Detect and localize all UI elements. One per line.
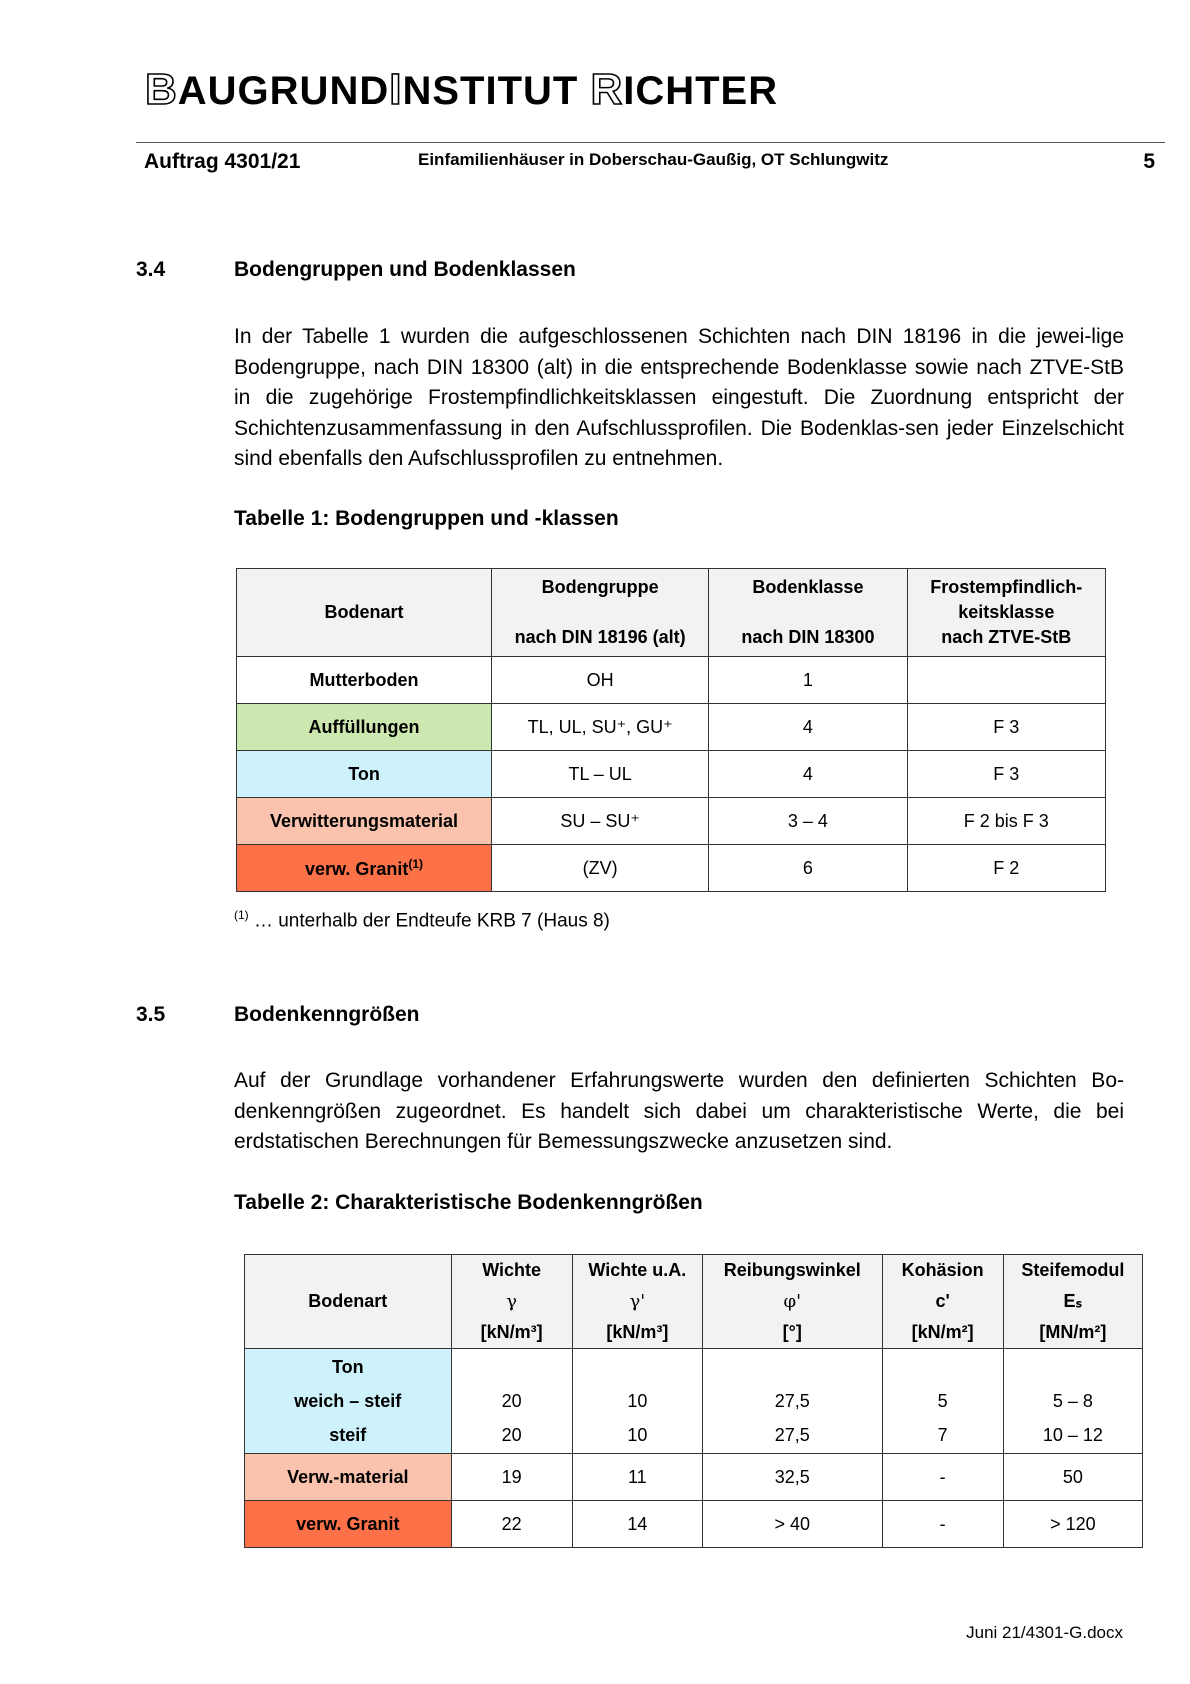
- value: 5: [937, 1391, 948, 1411]
- header-divider: [136, 142, 1165, 143]
- cell-wichte: 22: [451, 1501, 572, 1548]
- logo-initial-i: I: [389, 65, 403, 114]
- value: 20: [501, 1391, 522, 1411]
- cell-bodenart-text: verw. Granit: [304, 858, 409, 879]
- logo-word-1: AUGRUND: [177, 69, 390, 113]
- table-2-caption: Tabelle 2: Charakteristische Bodenkenngrößen: [234, 1191, 703, 1214]
- table-1-caption: Tabelle 1: Bodengruppen und -klassen: [234, 507, 619, 530]
- logo-word-2: NSTITUT: [402, 69, 579, 113]
- value: 20: [501, 1425, 522, 1445]
- col-header-bodengruppe: [492, 569, 709, 657]
- footnote-mark: (1): [234, 908, 249, 922]
- cell-reibung: [702, 1349, 882, 1454]
- header-text: Bodenklasse: [752, 577, 864, 597]
- cell-klasse: 3 – 4: [709, 798, 907, 845]
- cell-wichte-ua: 14: [572, 1501, 702, 1548]
- col-header-kohaesion: [882, 1255, 1003, 1349]
- cell-bodenart: [237, 845, 492, 892]
- cell-steife: > 120: [1003, 1501, 1142, 1548]
- cell-kohaesion: -: [882, 1454, 1003, 1501]
- col-header-reibungswinkel: [702, 1255, 882, 1349]
- page-number: 5: [1143, 150, 1155, 173]
- header-symbol: c': [935, 1291, 950, 1311]
- col-header-bodenart: [237, 569, 492, 657]
- ton-sub-2: steif: [329, 1425, 367, 1445]
- table-2-soil-parameters: [244, 1254, 1143, 1548]
- header-text: Bodenart: [324, 602, 404, 622]
- cell-klasse: 4: [709, 751, 907, 798]
- cell-reibung: 32,5: [702, 1454, 882, 1501]
- header-unit: [MN/m²]: [1039, 1322, 1107, 1342]
- cell-frost: F 3: [907, 751, 1105, 798]
- cell-steife: 50: [1003, 1454, 1142, 1501]
- cell-bodenart: Verwitterungsmaterial: [237, 798, 492, 845]
- header-symbol: γ: [506, 1291, 518, 1312]
- cell-frost: [907, 657, 1105, 704]
- col-header-bodenart: [245, 1255, 452, 1349]
- cell-klasse: 4: [709, 704, 907, 751]
- cell-wichte-ua: [572, 1349, 702, 1454]
- value: 10: [627, 1425, 648, 1445]
- section-3-4-paragraph: In der Tabelle 1 wurden die aufgeschlossenen Schichten nach DIN 18196 in die jewei-lige Bodengruppe, nach DIN 18300 (alt) in die entsprechende Bodenklasse sowie nach ZTVE-StB in die zugehörige Frostempfindlichkeitsklassen eingestuft. Die Zuordnung entspricht der Schichtenzusammenfassung in den Aufschlussprofilen. Die Bodenklas-sen jeder Einzelschicht sind ebenfalls den Aufschlussprofilen zu entnehmen.: [234, 325, 1124, 470]
- logo-initial-r: R: [590, 65, 624, 114]
- table-1-soil-groups: [236, 568, 1106, 892]
- table-row: [245, 1501, 1143, 1548]
- cell-frost: F 3: [907, 704, 1105, 751]
- cell-wichte: 19: [451, 1454, 572, 1501]
- header-text: Steifemodul: [1021, 1260, 1125, 1280]
- logo-word-3: ICHTER: [623, 69, 779, 113]
- cell-wichte-ua: 11: [572, 1454, 702, 1501]
- table-header-row: [245, 1255, 1143, 1349]
- section-3-4-number: 3.4: [136, 258, 166, 281]
- cell-frost: F 2: [907, 845, 1105, 892]
- cell-klasse: 1: [709, 657, 907, 704]
- cell-bodenart: [245, 1349, 452, 1454]
- header-symbol: φ': [783, 1291, 802, 1312]
- cell-gruppe: TL, UL, SU⁺, GU⁺: [492, 704, 709, 751]
- value: 10: [627, 1391, 648, 1411]
- table-header-row: [237, 569, 1106, 657]
- project-title: Einfamilienhäuser in Doberschau-Gaußig, OT Schlungwitz: [418, 150, 889, 169]
- table-row: [237, 845, 1106, 892]
- footnote-text: … unterhalb der Endteufe KRB 7 (Haus 8): [253, 910, 610, 932]
- company-logo: [145, 65, 779, 114]
- section-3-5-title: Bodenkenngrößen: [234, 1003, 420, 1026]
- footer-file-reference: Juni 21/4301-G.docx: [966, 1623, 1123, 1642]
- col-header-steifemodul: [1003, 1255, 1142, 1349]
- header-unit: [kN/m²]: [911, 1322, 974, 1342]
- value: 7: [937, 1425, 948, 1445]
- cell-bodenart: Mutterboden: [237, 657, 492, 704]
- header-text: Bodenart: [308, 1291, 388, 1311]
- table-row: [237, 751, 1106, 798]
- header-text: Bodengruppe: [541, 577, 659, 597]
- table-row: [237, 798, 1106, 845]
- header-symbol: Eₛ: [1063, 1291, 1083, 1311]
- cell-bodenart: verw. Granit: [245, 1501, 452, 1548]
- cell-frost: F 2 bis F 3: [907, 798, 1105, 845]
- cell-wichte: [451, 1349, 572, 1454]
- header-text: keitsklasse: [958, 602, 1055, 622]
- table-row: [245, 1454, 1143, 1501]
- cell-gruppe: TL – UL: [492, 751, 709, 798]
- cell-gruppe: (ZV): [492, 845, 709, 892]
- cell-gruppe: OH: [492, 657, 709, 704]
- header-text: nach DIN 18196 (alt): [514, 627, 686, 647]
- header-text: Wichte u.A.: [588, 1260, 687, 1280]
- section-3-5-number: 3.5: [136, 1003, 166, 1026]
- cell-bodenart: Auffüllungen: [237, 704, 492, 751]
- header-text: nach ZTVE-StB: [941, 627, 1072, 647]
- header-unit: [kN/m³]: [480, 1322, 543, 1342]
- section-3-5-paragraph: Auf der Grundlage vorhandener Erfahrungswerte wurden den definierten Schichten Bo-denkenngrößen zugeordnet. Es handelt sich dabei um charakteristische Werte, die bei erdstatischen Berechnungen für Bemessungszwecke anzusetzen sind.: [234, 1069, 1124, 1153]
- table-row: [237, 704, 1106, 751]
- header-text: Kohäsion: [901, 1260, 984, 1280]
- header-text: Frostempfindlich-: [930, 577, 1083, 597]
- ton-sub-1: weich – steif: [294, 1391, 402, 1411]
- col-header-frost: [907, 569, 1105, 657]
- cell-reibung: > 40: [702, 1501, 882, 1548]
- header-symbol: γ': [629, 1291, 646, 1312]
- cell-bodenart: Ton: [237, 751, 492, 798]
- cell-klasse: 6: [709, 845, 907, 892]
- header-text: nach DIN 18300: [741, 627, 875, 647]
- table-row: [237, 657, 1106, 704]
- header-unit: [°]: [782, 1322, 802, 1342]
- header-text: Reibungswinkel: [723, 1260, 861, 1280]
- value: 27,5: [774, 1425, 810, 1445]
- cell-gruppe: SU – SU⁺: [492, 798, 709, 845]
- header-text: Wichte: [482, 1260, 542, 1280]
- col-header-bodenklasse: [709, 569, 907, 657]
- footnote-ref: (1): [408, 856, 424, 871]
- col-header-wichte-ua: [572, 1255, 702, 1349]
- order-number: Auftrag 4301/21: [144, 150, 301, 173]
- cell-kohaesion: -: [882, 1501, 1003, 1548]
- section-3-4-title: Bodengruppen und Bodenklassen: [234, 258, 576, 281]
- ton-name: Ton: [331, 1357, 364, 1377]
- value: 5 – 8: [1052, 1391, 1093, 1411]
- cell-kohaesion: [882, 1349, 1003, 1454]
- header-unit: [kN/m³]: [606, 1322, 669, 1342]
- value: 27,5: [774, 1391, 810, 1411]
- table-1-footnote: [234, 908, 610, 932]
- cell-bodenart: Verw.-material: [245, 1454, 452, 1501]
- cell-steife: [1003, 1349, 1142, 1454]
- col-header-wichte: [451, 1255, 572, 1349]
- table-row-ton: [245, 1349, 1143, 1454]
- logo-initial-b: B: [145, 65, 178, 114]
- value: 10 – 12: [1042, 1425, 1103, 1445]
